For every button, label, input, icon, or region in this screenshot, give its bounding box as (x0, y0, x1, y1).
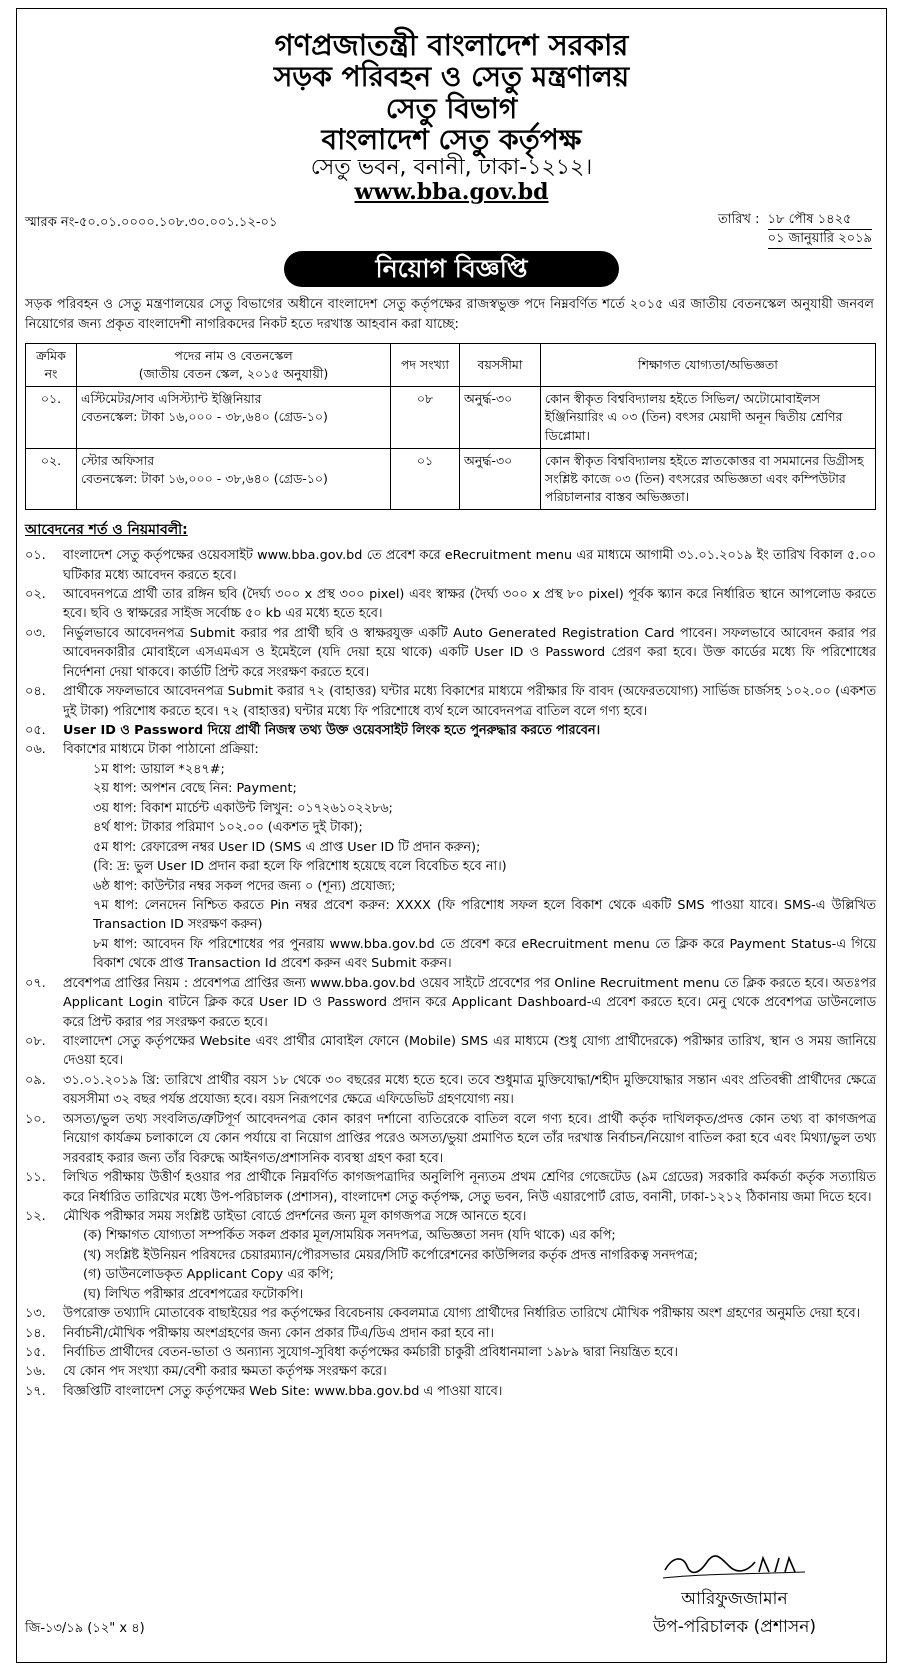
conditions-list (17, 546, 886, 1401)
date-english: ০১ জানুয়ারি ২০১৯ (767, 230, 872, 246)
list-item: ১৬. যে কোন পদ সংখ্যা কম/বেশী করার ক্ষমতা কর্তৃপক্ষ সংরক্ষণ করে। (25, 1364, 387, 1380)
notice-banner: নিয়োগ বিজ্ঞপ্তি (284, 251, 619, 287)
header (17, 9, 886, 205)
address: সেতু ভবন, বনানী, ঢাকা-১২১২। (310, 154, 593, 180)
list-item: ১৫. নির্বাচিত প্রার্থীদের বেতন-ভাতা ও অন্যান্য সুযোগ-সুবিধা কর্তৃপক্ষের কর্মচারী চাকুরী প্রবিধানমালা ১৯৮৯ দ্বারা নিয়ন্ত্রিত হবে। (25, 1345, 678, 1361)
division-title: সেতু বিভাগ (385, 91, 518, 125)
list-item: ১৭. বিজ্ঞপ্তিটি বাংলাদেশ সেতু কর্তৃপক্ষের Web Site: www.bba.gov.bd এ পাওয়া যাবে। (25, 1383, 503, 1399)
list-item: ১০. অসত্য/ভুল তথ্য সংবলিত/ত্রুটিপূর্ণ আবেদনপত্র কোন কারণ দর্শানো ব্যতিরেকে বাতিল বলে গণ্য হবে। প্রার্থী কর্তৃক দাখিলকৃত/প্রদত্ত কোন তথ্য বা কাগজপত্র নিয়োগ কার্যক্রম চলাকালে যে কোন পর্যায়ে বা নিয়োগ প্রাপ্তির পরেও অসত্য/ভুয়া প্রমাণিত হলে তাঁর দরখাস্ত নির্বাচন/নিয়োগ বাতিল করা হবে এবং মিথ্যা/ভুল তথ্য সরবরাহ করার জন্য তাঁর বিরুদ্ধে আইনগত/প্রশাসনিক ব্যবস্থা গ্রহণ করা হবে। (25, 1111, 876, 1166)
ministry-title: সড়ক পরিবহন ও সেতু মন্ত্রণালয় (273, 60, 630, 94)
cell-count: ০১ (391, 448, 460, 509)
header-qualification: শিক্ষাগত যোগ্যতা/অভিজ্ঞতা (541, 344, 876, 387)
reference-row (17, 205, 886, 249)
intro-paragraph: সড়ক পরিবহন ও সেতু মন্ত্রণালয়ের সেতু বিভাগের অধীনে বাংলাদেশ সেতু কর্তৃপক্ষের রাজস্বভুক্ত পদে নিম্নবর্ণিত শর্তে ২০১৫ এর জাতীয় বেতনস্কেল অনুযায়ী জনবল নিয়োগের জন্য প্রকৃত বাংলাদেশী নাগরিকদের নিকট হতে দরখাস্ত আহবান করা যাচ্ছে: (25, 296, 874, 332)
list-item: ০৮. বাংলাদেশ সেতু কর্তৃপক্ষের Website এবং প্রার্থীর মোবাইল ফোনে (Mobile) SMS এর মাধ্যমে (শুধু যোগ্য প্রার্থীদেরকে) পরীক্ষার তারিখ, স্থান ও সময় জানিয়ে দেওয়া হবে। (25, 1034, 876, 1069)
conditions-heading: আবেদনের শর্ত ও নিয়মাবলী: (25, 522, 188, 539)
date-label: তারিখ : (718, 211, 760, 227)
header-post: পদের নাম ও বেতনস্কেল (জাতীয় বেতন স্কেল, ২০১৫ অনুযায়ী) (77, 344, 391, 387)
date-block (718, 211, 872, 249)
list-item: ০৪. প্রার্থীকে সফলভাবে আবেদনপত্র Submit করার ৭২ (বাহাত্তর) ঘন্টার মধ্যে বিকাশের মাধ্যমে পরীক্ষার ফি বাবদ (অফেরতযোগ্য) সার্ভিজ চার্জসহ ১০২.০০ (একশত দুই টাকা) পরিশোধ করতে হবে। ৭২ (বাহাত্তর) ঘন্টার মধ্যে ফি পরিশোধে ব্যর্থ হলে আবেদনপত্র বাতিল বলে গণ্য হবে। (25, 684, 876, 719)
list-item: ০১. বাংলাদেশ সেতু কর্তৃপক্ষের ওয়েবসাইট www.bba.gov.bd তে প্রবেশ করে eRecruitment menu এর মাধ্যমে আগামী ৩১.০১.২০১৯ ইং তারিখ বিকাল ৫.০০ ঘটিকার মধ্যে আবেদন করতে হবে। (25, 548, 876, 583)
header-age: বয়সসীমা (460, 344, 541, 387)
signatory-name: আরিফুজজামান (681, 1589, 788, 1609)
header-count: পদ সংখ্যা (391, 344, 460, 387)
date-bangla: ১৮ পৌষ ১৪২৫ (768, 211, 872, 230)
list-item: ১৪. নির্বাচনী/মৌখিক পরীক্ষায় অংশগ্রহণের জন্য কোন প্রকার টিএ/ডিএ প্রদান করা হবে না। (25, 1325, 494, 1341)
cell-post: স্টোর অফিসার বেতনস্কেল: টাকা ১৬,০০০ - ৩৮,৬৪০ (গ্রেড-১০) (77, 448, 391, 509)
cell-serial: ০২. (26, 448, 77, 509)
notice-page (16, 8, 887, 1663)
cell-qualification: কোন স্বীকৃত বিশ্ববিদ্যালয় হইতে সিভিল/ অটোমোবাইলস ইঞ্জিনিয়ারিং এ ০৩ (তিন) বৎসর মেয়াদী অনূন দ্বিতীয় শ্রেণির ডিপ্লোমা। (541, 387, 876, 448)
cell-serial: ০১. (26, 387, 77, 448)
cell-count: ০৮ (391, 387, 460, 448)
list-item: ১৩. উপরোক্ত তথ্যাদি মোতাবেক বাছাইয়ের পর কর্তৃপক্ষের বিবেচনায় কেবলমাত্র যোগ্য প্রার্থীদের নির্ধারিত তারিখে মৌখিক পরীক্ষায় অংশ গ্রহণের অনুমতি দেয়া হবে। (25, 1306, 861, 1322)
list-item: ০২. আবেদনপত্রে প্রার্থী তার রঙ্গিন ছবি (দৈর্ঘ্য ৩০০ x প্রস্থ ৩০০ pixel) এবং স্বাক্ষর (দৈর্ঘ্য ৩০০ x প্রস্থ ৮০ pixel) পূর্বক স্ক্যান করে নির্ধারিত স্থানে আপলোড করতে হবে। ছবি ও স্বাক্ষরের সাইজ সর্বোচ্চ ৫০ kb এর মধ্যে হতে হবে। (25, 586, 877, 622)
list-item: ০৭. প্রবেশপত্র প্রাপ্তির নিয়ম : প্রবেশপত্র প্রাপ্তির জন্য www.bba.gov.bd ওয়েব সাইটে প্রবেশের পর Online Recruitment menu তে ক্লিক করতে হবে। অতঃপর Applicant Login বাটনে ক্লিক করে User ID ও Password প্রদান করে Applicant Dashboard-এ প্রবেশ করতে হবে। মেনু থেকে প্রবেশপত্র ডাউনলোড করে প্রিন্ট করার পর সংরক্ষণ করতে হবে। (25, 975, 876, 1030)
website-link[interactable]: www.bba.gov.bd (354, 179, 549, 206)
memo-number: স্মারক নং-৫০.০১.০০০০.১০৮.৩০.০০১.১২-০১ (25, 214, 278, 230)
table-row (26, 448, 876, 509)
list-item: ১১. লিখিত পরীক্ষায় উত্তীর্ণ হওয়ার পর প্রার্থীকে নিম্নবর্ণিত কাগজপত্রাদির অনুলিপি নূন্যতম প্রথম শ্রেণির গেজেটেড (৯ম গ্রেডের) সরকারি কর্মকর্তা কর্তৃক সত্যায়িত করে নির্ধারিত তারিখের মধ্যে উপ-পরিচালক (প্রশাসন), বাংলাদেশ সেতু কর্তৃপক্ষ, সেতু ভবন, নিউ এয়ারপোর্ট রোড, বনানী, ঢাকা-১২১২ ঠিকানায় জমা দিতে হবে। (25, 1170, 876, 1205)
cell-age: অনুর্দ্ধ-৩০ (460, 448, 541, 509)
handwritten-signature (659, 1548, 809, 1584)
posts-table (25, 343, 876, 510)
signatory-designation: উপ-পরিচালক (প্রশাসন) (652, 1617, 816, 1637)
footer-code: জি-১৩/১৯ (১২" x ৪) (25, 1621, 145, 1636)
table-row (26, 387, 876, 448)
govt-title: গণপ্রজাতন্ত্রী বাংলাদেশ সরকার (274, 28, 629, 62)
cell-qualification: কোন স্বীকৃত বিশ্ববিদ্যালয় হইতে স্নাতকোত্তর বা সমমানের ডিগ্রীসহ সংশ্লিষ্ট কাজে ০৩ (তিন) বৎসরের অভিজ্ঞতা এবং কম্পিউটার পরিচালনার বাস্তব অভিজ্ঞতা। (541, 448, 876, 509)
list-item: ০৩. নির্ভুলভাবে আবেদনপত্র Submit করার পর প্রার্থী ছবি ও স্বাক্ষরযুক্ত একটি Auto Generated Registration Card পাবেন। সফলভাবে আবেদন করার পর আবেদনকারীর মোবাইলে এসএমএস ও ইমেইলে (যদি দেয়া হয়ে থাকে) একটি User ID ও Password প্রেরণ করা হবে। উক্ত কার্ডের মধ্যে ফি পরিশোধের নির্দেশনা দেয়া থাকবে। কার্ডটি প্রিন্ট করে সংরক্ষণ করতে হবে। (25, 625, 876, 680)
header-serial: ক্রমিক নং (26, 344, 77, 387)
list-item: ০৫. User ID ও Password দিয়ে প্রার্থী নিজস্ব তথ্য উক্ত ওয়েবসাইট লিংক হতে পুনরুদ্ধার করতে পারবেন। (25, 723, 601, 739)
signature-block (653, 1548, 816, 1642)
list-item: ১২. মৌখিক পরীক্ষার সময় সংশ্লিষ্ট ডাইভা বোর্ডে প্রদর্শনের জন্য মূল কাগজপত্র সঙ্গে আনতে হবে। (ক) শিক্ষাগত যোগ্যতা সম্পর্কিত সকল প্রকার মূল/সাময়িক সনদপত্র, অভিজ্ঞতা সনদ (যদি থাকে) এর কপি; (খ) সংশ্লিষ্ট ইউনিয়ন পরিষদের চেয়ারম্যান/পৌরসভার মেয়র/সিটি কর্পোরেশনের কাউন্সিলর কর্তৃক প্রদত্ত নাগরিকত্ব সনদপত্র; (গ) ডাউনলোডকৃত Applicant Copy এর কপি; (ঘ) লিখিত পরীক্ষার প্রবেশপত্রের ফটোকপি। (25, 1208, 698, 1302)
list-item: ০৯. ৩১.০১.২০১৯ খ্রি: তারিখে প্রার্থীর বয়স ১৮ থেকে ৩০ বছরের মধ্যে হতে হবে। তবে শুধুমাত্র মুক্তিযোদ্ধা/শহীদ মুক্তিযোদ্ধার সন্তান এবং প্রতিবন্ধী প্রার্থীদের ক্ষেত্রে বয়সসীমা ৩২ বছর পর্যন্ত প্রযোজ্য হবে। বয়স নিরূপণের ক্ষেত্রে এফিডেভিট গ্রহণযোগ্য নয়। (25, 1072, 876, 1108)
cell-age: অনুর্দ্ধ-৩০ (460, 387, 541, 448)
authority-title: বাংলাদেশ সেতু কর্তৃপক্ষ (321, 123, 582, 157)
table-header-row (26, 344, 876, 387)
cell-post: এস্টিমেটর/সাব এসিস্ট্যান্ট ইঞ্জিনিয়ার বেতনস্কেল: টাকা ১৬,০০০ - ৩৮,৬৪০ (গ্রেড-১০) (77, 387, 391, 448)
list-item: ০৬. বিকাশের মাধ্যমে টাকা পাঠানো প্রক্রিয়া: ১ম ধাপ: ডায়াল *২৪৭#; ২য় ধাপ: অপশন বেছে নিন: Payment; ৩য় ধাপ: বিকাশ মার্চেন্ট একাউন্ট লিখুন: ০১৭২৬১০২২৮৬; ৪র্থ ধাপ: টাকার পরিমাণ ১০২.০০ (একশত দুই টাকা); ৫ম ধাপ: রেফারেন্স নম্বর User ID (SMS এ প্রাপ্ত User ID টি প্রদান করুন); (বি: দ্র: ভুল User ID প্রদান করা হলে ফি পরিশোধ হয়েছে বলে বিবেচিত হবে না।) ৬ষ্ঠ ধাপ: কাউন্টার নম্বর সকল পদের জন্য ০ (শূন্য) প্রযোজ্য; ৭ম ধাপ: লেনদেন নিশ্চিত করতে Pin নম্বর প্রবেশ করুন: XXXX (ফি পরিশোধ সফল হলে বিকাশ থেকে একটি SMS পাওয়া যাবে। SMS-এ উল্লিখিত Transaction ID সংরক্ষণ করুন) ৮ম ধাপ: আবেদন ফি পরিশোধের পর পুনরায় www.bba.gov.bd তে প্রবেশ করে eRecruitment menu তে ক্লিক করে Payment Status-এ গিয়ে বিকাশ থেকে প্রাপ্ত Transaction Id প্রবেশ করুন এবং Submit করুন। (25, 742, 876, 972)
